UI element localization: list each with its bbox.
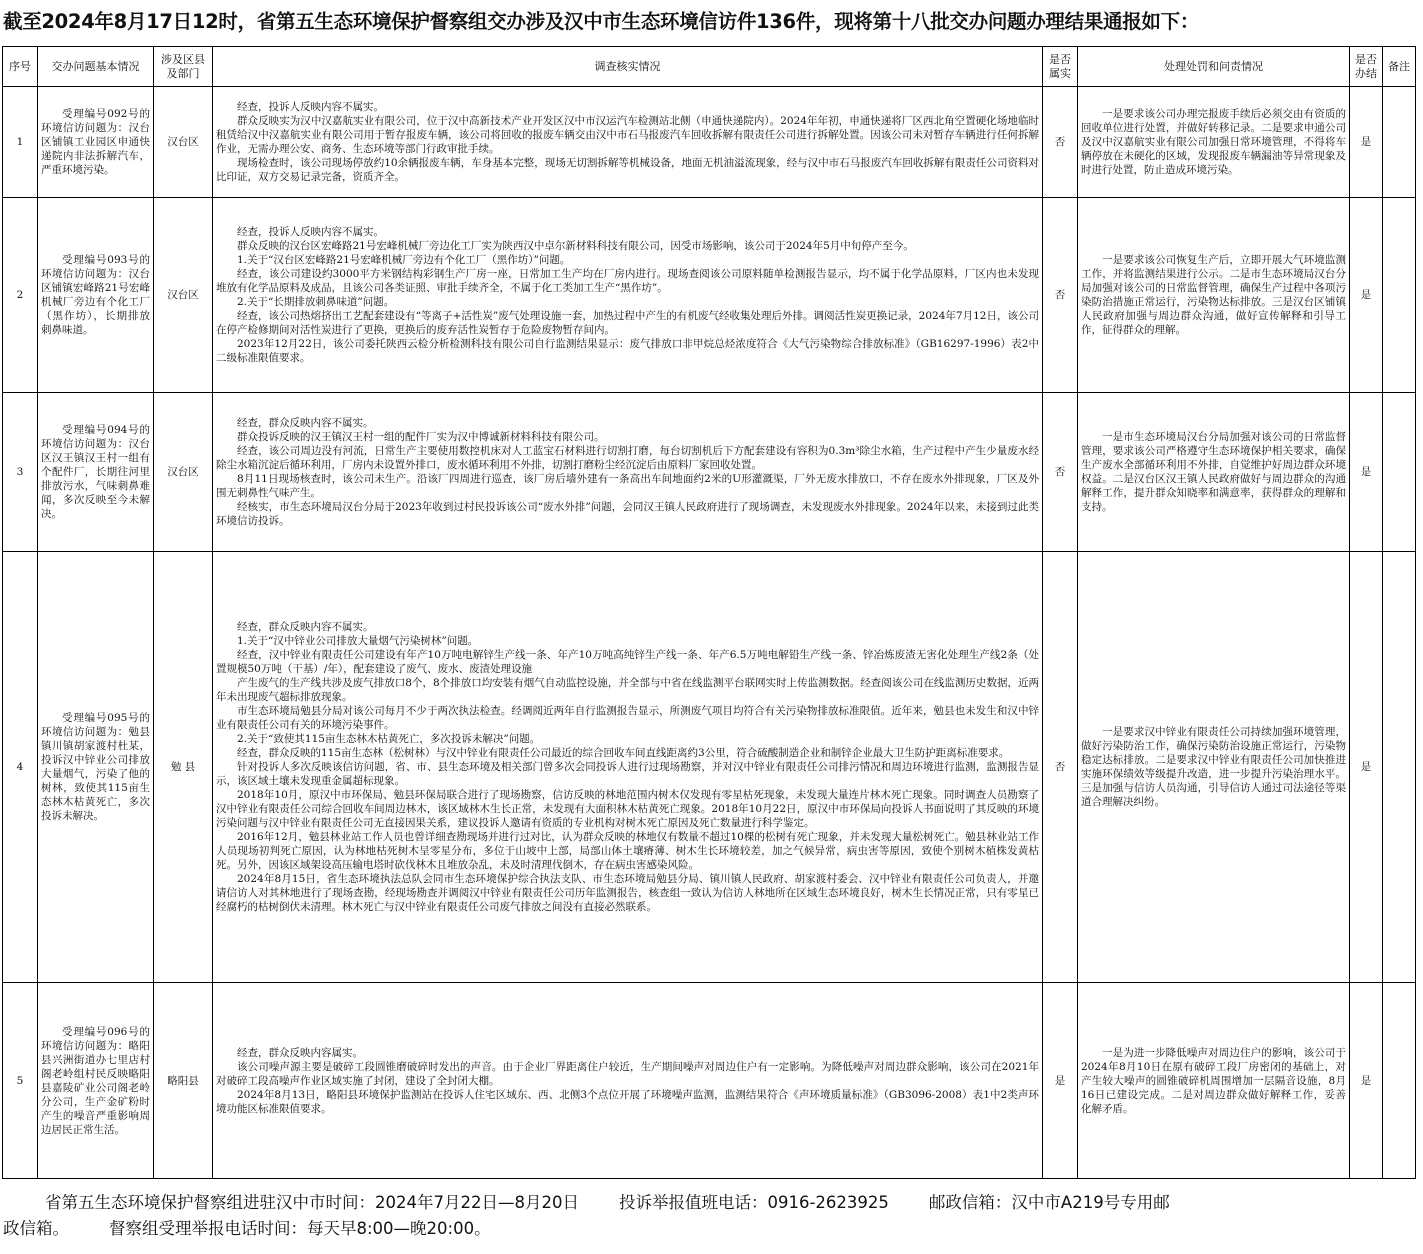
- verify-paragraph: 产生废气的生产线共涉及废气排放口8个，8个排放口均安装有烟气自动监控设施，并全部与中省在线监测平台联网实时上传监测数据。经查阅该公司在线监测历史数据，近两年未出现废气超标排放现象。: [216, 677, 1039, 703]
- row-note: [1383, 393, 1416, 552]
- footer-phone: 投诉举报值班电话：0916-2623925: [618, 1193, 889, 1212]
- header-true: 是否属实: [1043, 47, 1078, 87]
- row-note: [1383, 198, 1416, 393]
- row-handle: 一是为进一步降低噪声对周边住户的影响，该公司于2024年8月10日在原有破碎工段厂房密闭的基础上，对产生较大噪声的圆锥破碎机周围增加一层隔音设施，8月16日已建设完成。二是对周边群众做好解释工作，妥善化解矛盾。: [1078, 983, 1350, 1179]
- verify-paragraph: 该公司噪声源主要是破碎工段圆锥磨破碎时发出的声音。由于企业厂界距离住户较近，生产期间噪声对周边住户有一定影响。为降低噪声对周边群众影响，该公司在2021年对破碎工段高噪声作业区域实施了封闭，建设了全封闭大棚。: [216, 1060, 1039, 1087]
- row-area: 汉台区: [154, 393, 213, 552]
- header-basic: 交办问题基本情况: [38, 47, 154, 87]
- header-no: 序号: [3, 47, 38, 87]
- verify-paragraph: 群众反映的汉台区宏峰路21号宏峰机械厂旁边化工厂实为陕西汉中卓尔新材料科技有限公司，因受市场影响，该公司于2024年5月中旬停产至今。: [237, 240, 914, 252]
- header-area: 涉及区县及部门: [154, 47, 213, 87]
- verify-paragraph: 经查，群众反映内容不属实。: [237, 621, 374, 633]
- verify-paragraph: 2023年12月22日，该公司委托陕西云检分析检测科技有限公司自行监测结果显示：废气排放口非甲烷总烃浓度符合《大气污染物综合排放标准》（GB16297-1996）表2中二级标准限值要求。: [216, 338, 1039, 364]
- row-true: 否: [1043, 198, 1078, 393]
- verify-paragraph: 经核实，市生态环境局汉台分局于2023年收到过村民投诉该公司“废水外排”问题，会同汉王镇人民政府进行了现场调查，未发现废水外排现象。2024年以来，未接到过此类环境信访投诉。: [216, 501, 1039, 527]
- verify-paragraph: 经查，投诉人反映内容不属实。: [237, 101, 384, 113]
- row-note: [1383, 87, 1416, 198]
- table-header-row: [3, 47, 1416, 87]
- header-done: 是否办结: [1350, 47, 1383, 87]
- row-area: 勉 县: [154, 552, 213, 983]
- footer-line-1: [3, 1190, 1421, 1216]
- row-verify: [213, 393, 1043, 552]
- verify-paragraph: 现场检查时，该公司现场停放约10余辆报废车辆，车身基本完整，现场无切割拆解等机械设备，地面无机油溢流现象，经与汉中市石马报废汽车回收拆解有限责任公司资料对比印证，双方交易记录完备，资质齐全。: [216, 157, 1039, 183]
- footer-mail-cont: 政信箱。: [3, 1219, 69, 1238]
- row-verify: [213, 983, 1043, 1179]
- row-basic: 受理编号093号的环境信访问题为：汉台区铺镇宏峰路21号宏峰机械厂旁边有个化工厂（黑作坊），长期排放刺鼻味道。: [38, 198, 154, 393]
- verify-paragraph: 群众反映实为汉中汉嘉航实业有限公司，位于汉中高新技术产业开发区汉中市汉运汽车检测站北侧（申通快递院内）。2024年年初，申通快递将厂区西北角空置硬化场地临时租赁给汉中汉嘉航实业有限公司用于暂存报废车辆，该公司将回收的报废车辆交由汉中市石马报废汽车回收拆解有限责任公司进行拆解处置。因该公司未对暂存车辆进行任何拆解作业，无需办理公安、商务、生态环境等部门行政审批手续。: [216, 115, 1039, 155]
- verify-paragraph: 针对投诉人多次反映该信访问题，省、市、县生态环境及相关部门曾多次会同投诉人进行过现场勘察，并对汉中锌业有限责任公司排污情况和周边环境进行监测，监测报告显示，该区域土壤未发现重金属超标现象。: [216, 761, 1039, 787]
- footer-line-2: [3, 1216, 1421, 1242]
- footer: [3, 1190, 1421, 1242]
- result-table: [2, 46, 1416, 1179]
- verify-paragraph: 经查，群众反映内容属实。: [237, 1046, 363, 1059]
- header-note: 备注: [1383, 47, 1416, 87]
- verify-paragraph: 群众投诉反映的汉王镇汉王村一组的配件厂实为汉中博诚新材料科技有限公司。: [237, 431, 605, 443]
- footer-time: 省第五生态环境保护督察组进驻汉中市时间：2024年7月22日—8月20日: [45, 1193, 579, 1212]
- row-true: 否: [1043, 87, 1078, 198]
- page-title: 截至2024年8月17日12时，省第五生态环境保护督察组交办涉及汉中市生态环境信访件136件，现将第十八批交办问题办理结果通报如下：: [3, 10, 1200, 33]
- row-no: 4: [3, 552, 38, 983]
- row-done: 是: [1350, 393, 1383, 552]
- row-verify: [213, 87, 1043, 198]
- footer-hours: 督察组受理举报电话时间：每天早8:00—晚20:00。: [109, 1219, 491, 1238]
- footer-mail: 邮政信箱：汉中市A219号专用邮: [928, 1193, 1170, 1212]
- verify-paragraph: 2.关于“致使其115亩生态林木枯黄死亡，多次投诉未解决”问题。: [237, 733, 541, 745]
- header-verify: 调查核实情况: [213, 47, 1043, 87]
- row-basic: 受理编号092号的环境信访问题为：汉台区铺镇工业园区申通快递院内非法拆解汽车，严重环境污染。: [38, 87, 154, 198]
- verify-paragraph: 1.关于“汉台区宏峰路21号宏峰机械厂旁边有个化工厂（黑作坊）”问题。: [237, 254, 571, 266]
- table-row: [3, 393, 1416, 552]
- verify-paragraph: 1.关于“汉中锌业公司排放大量烟气污染树林”问题。: [237, 635, 479, 647]
- row-handle: 一是要求该公司恢复生产后，立即开展大气环境监测工作，并将监测结果进行公示。二是市生态环境局汉台分局加强对该公司的日常监督管理，确保生产过程中各项污染防治措施正常运行，污染物达标排放。三是汉台区铺镇人民政府加强与周边群众沟通，做好宣传解释和引导工作，征得群众的理解。: [1078, 198, 1350, 393]
- verify-paragraph: 经查，该公司建设约3000平方米钢结构彩钢生产厂房一座，日常加工生产均在厂房内进行。现场查阅该公司原料随单检测报告显示，均不属于化学品原料，厂区内也未发现堆放有化学品原料及成品，且该公司各类证照、审批手续齐全，不属于化工类加工生产“黑作坊”。: [216, 268, 1039, 294]
- row-done: 是: [1350, 198, 1383, 393]
- row-area: 汉台区: [154, 198, 213, 393]
- row-true: 否: [1043, 552, 1078, 983]
- table-row: [3, 983, 1416, 1179]
- row-note: [1383, 552, 1416, 983]
- row-handle: 一是要求汉中锌业有限责任公司持续加强环境管理，做好污染防治工作，确保污染防治设施正常运行，污染物稳定达标排放。二是要求汉中锌业有限责任公司加快推进实施环保绩效等级提升改造，进一步提升污染治理水平。三是加强与信访人员沟通，引导信访人通过司法途径等渠道合理解决纠纷。: [1078, 552, 1350, 983]
- verify-paragraph: 2016年12月，勉县林业站工作人员也曾详细查勘现场并进行过对比，认为群众反映的林地仅有数量不超过10棵的松树有死亡现象，并未发现大量松树死亡。勉县林业站工作人员现场初判死亡原因，认为林地枯死树木呈零星分布，多位于山坡中上部，局部山体土壤瘠薄、树木生长环境较差，加之气候异常，病虫害等原因，致使个别树木植株发黄枯死。另外，因该区域架设高压输电塔时砍伐林木且堆放杂乱，未及时清理伐倒木，存在病虫害感染风险。: [216, 831, 1039, 871]
- row-verify: [213, 198, 1043, 393]
- verify-paragraph: 2024年8月13日，略阳县环境保护监测站在投诉人住宅区域东、西、北侧3个点位开展了环境噪声监测，监测结果符合《声环境质量标准》（GB3096-2008）表1中2类声环境功能区标准限值要求。: [216, 1088, 1039, 1115]
- row-area: 汉台区: [154, 87, 213, 198]
- row-done: 是: [1350, 552, 1383, 983]
- verify-paragraph: 经查，群众反映的115亩生态林（松树林）与汉中锌业有限责任公司最近的综合回收车间直线距离约3公里，符合硫酸制造企业和制锌企业最大卫生防护距离标准要求。: [237, 747, 1010, 759]
- row-no: 2: [3, 198, 38, 393]
- row-handle: 一是市生态环境局汉台分局加强对该公司的日常监督管理，要求该公司严格遵守生态环境保护相关要求，确保生产废水全部循环利用不外排，自觉维护好周边群众环境权益。二是汉台区汉王镇人民政府做好与周边群众的沟通解释工作，提升群众知晓率和满意率，获得群众的理解和支持。: [1078, 393, 1350, 552]
- row-true: 是: [1043, 983, 1078, 1179]
- row-area: 略阳县: [154, 983, 213, 1179]
- row-no: 1: [3, 87, 38, 198]
- row-true: 否: [1043, 393, 1078, 552]
- verify-paragraph: 市生态环境局勉县分局对该公司每月不少于两次执法检查。经调阅近两年自行监测报告显示，所测废气项目均符合有关污染物排放标准限值。近年来，勉县也未发生和汉中锌业有限责任公司有关的环境污染事件。: [216, 705, 1039, 731]
- table-row: [3, 198, 1416, 393]
- row-no: 3: [3, 393, 38, 552]
- verify-paragraph: 2024年8月15日，省生态环境执法总队会同市生态环境保护综合执法支队、市生态环境局勉县分局、镇川镇人民政府、胡家渡村委会、汉中锌业有限责任公司负责人，并邀请信访人对其林地进行了现场查勘，经现场勘查并调阅汉中锌业有限责任公司历年监测报告，核查组一致认为信访人林地所在区域生态环境良好，树木生长情况正常，只有零星已经腐朽的枯树倒伏未清理。林木死亡与汉中锌业有限责任公司废气排放之间没有直接必然联系。: [216, 873, 1039, 913]
- header-handle: 处理处罚和问责情况: [1078, 47, 1350, 87]
- verify-paragraph: 经查，投诉人反映内容不属实。: [237, 226, 384, 238]
- table-row: [3, 552, 1416, 983]
- row-handle: 一是要求该公司办理完报废手续后必须交由有资质的回收单位进行处置，并做好转移记录。二是要求申通公司及汉中汉嘉航实业有限公司加强日常环境管理，不得将车辆停放在未硬化的区域，发现报废车辆漏油等异常现象及时进行处置，防止造成环境污染。: [1078, 87, 1350, 198]
- verify-paragraph: 经查，该公司热熔挤出工艺配套建设有“等离子+活性炭”废气处理设施一套，加热过程中产生的有机废气经收集处理后外排。调阅活性炭更换记录，2024年7月12日，该公司在停产检修期间对活性炭进行了更换，更换后的废弃活性炭暂存于危险废物暂存间内。: [216, 310, 1039, 336]
- row-no: 5: [3, 983, 38, 1179]
- verify-paragraph: 2018年10月，原汉中市环保局、勉县环保局联合进行了现场勘察，信访反映的林地范围内树木仅发现有零星枯死现象，未发现大量连片林木死亡现象。同时调查人员勘察了汉中锌业有限责任公司综合回收车间周边林木，该区域林木生长正常，未发现有大面积林木枯黄死亡现象。2018年10月22日，原汉中市环保局向投诉人书面说明了其反映的环境污染问题与汉中锌业有限责任公司无直接因果关系，建议投诉人邀请有资质的专业机构对树木死亡原因及死亡数量进行科学鉴定。: [216, 789, 1039, 829]
- verify-paragraph: 2.关于“长期排放刺鼻味道”问题。: [237, 296, 395, 308]
- table-row: [3, 87, 1416, 198]
- row-basic: 受理编号096号的环境信访问题为：略阳县兴洲街道办七里店村阁老岭组村民反映略阳县嘉陵矿业公司阁老岭分公司，生产金矿粉时产生的噪音严重影响周边居民正常生活。: [38, 983, 154, 1179]
- verify-paragraph: 经查，汉中锌业有限责任公司建设有年产10万吨电解锌生产线一条、年产10万吨高纯锌生产线一条、年产6.5万吨电解铅生产线一条、锌冶炼废渣无害化处理生产线2条（处置规模50万吨（干基）/年），配套建设了废气、废水、废渣处理设施: [216, 649, 1039, 675]
- row-basic: 受理编号094号的环境信访问题为：汉台区汉王镇汉王村一组有个配件厂，长期往河里排放污水，气味刺鼻难闻，多次反映至今未解决。: [38, 393, 154, 552]
- verify-paragraph: 经查，该公司周边没有河流，日常生产主要使用数控机床对人工蓝宝石材料进行切割打磨，每台切割机后下方配套建设有容积为0.3m³除尘水箱，生产过程中产生少量废水经除尘水箱沉淀后循环利用，厂房内未设置外排口，废水循环利用不外排，切割打磨粉尘经沉淀后由原料厂家回收处置。: [216, 445, 1039, 471]
- verify-paragraph: 8月11日现场核查时，该公司未生产。沿该厂四周进行巡查，该厂房后墙外建有一条高出车间地面约2米的U形灌溉渠，厂外无废水排放口，不存在废水外排现象，厂区及外围无刺鼻性气味产生。: [216, 473, 1039, 499]
- verify-paragraph: 经查，群众反映内容不属实。: [237, 417, 374, 429]
- row-verify: [213, 552, 1043, 983]
- row-done: 是: [1350, 87, 1383, 198]
- row-basic: 受理编号095号的环境信访问题为：勉县镇川镇胡家渡村杜某，投诉汉中锌业公司排放大量烟气，污染了他的树林，致使其115亩生态林木枯黄死亡，多次投诉未解决。: [38, 552, 154, 983]
- row-done: 是: [1350, 983, 1383, 1179]
- row-note: [1383, 983, 1416, 1179]
